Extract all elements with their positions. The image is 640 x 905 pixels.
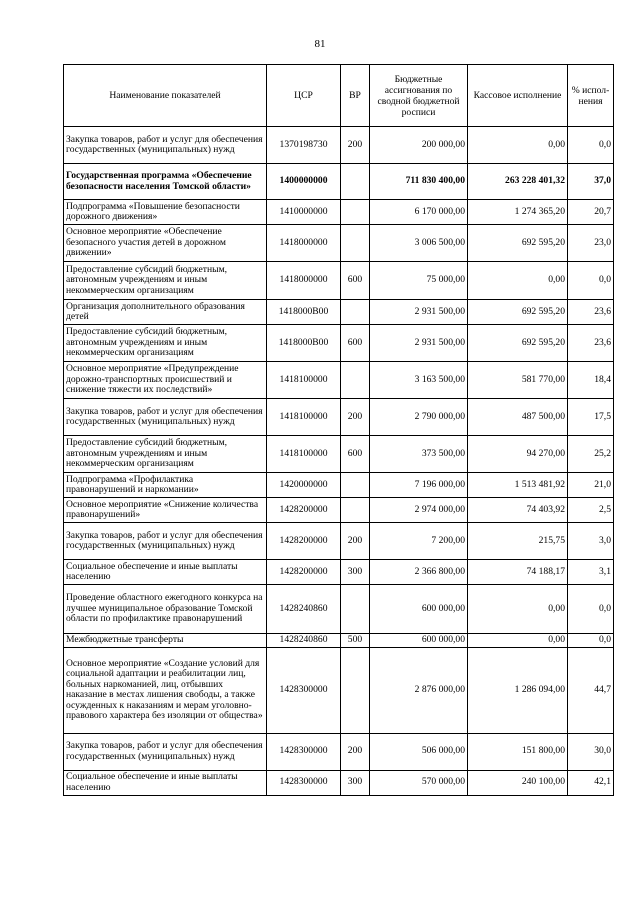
row-vr: 300 [341, 770, 370, 795]
table-row [64, 300, 614, 325]
table-row [64, 523, 614, 560]
row-vr [341, 647, 370, 733]
row-cash: 487 500,00 [468, 399, 568, 436]
row-vr: 200 [341, 733, 370, 770]
row-csr: 1428300000 [267, 647, 341, 733]
row-name: Основное мероприятие «Обеспечение безопасного участия детей в дорожном движении» [64, 225, 267, 262]
table-row [64, 200, 614, 225]
table-row [64, 262, 614, 300]
table-row [64, 770, 614, 795]
table-row [64, 560, 614, 585]
row-name: Социальное обеспечение и иные выплаты населению [64, 770, 267, 795]
row-assigned: 3 163 500,00 [370, 362, 468, 399]
row-percent: 20,7 [568, 200, 614, 225]
row-cash: 692 595,20 [468, 225, 568, 262]
row-percent: 2,5 [568, 498, 614, 523]
table-header-row [64, 65, 614, 127]
row-csr: 1428240860 [267, 585, 341, 634]
row-assigned: 2 876 000,00 [370, 647, 468, 733]
row-csr: 1428300000 [267, 770, 341, 795]
row-percent: 23,6 [568, 300, 614, 325]
row-name: Социальное обеспечение и иные выплаты населению [64, 560, 267, 585]
row-percent: 42,1 [568, 770, 614, 795]
row-name: Закупка товаров, работ и услуг для обеспечения государственных (муниципальных) нужд [64, 399, 267, 436]
row-name: Межбюджетные трансферты [64, 634, 267, 648]
row-name: Закупка товаров, работ и услуг для обеспечения государственных (муниципальных) нужд [64, 733, 267, 770]
row-csr: 1428200000 [267, 498, 341, 523]
row-csr: 1418000000 [267, 262, 341, 300]
budget-execution-table [63, 64, 614, 796]
row-name: Организация дополнительного образования детей [64, 300, 267, 325]
row-percent: 25,2 [568, 436, 614, 473]
table-row [64, 498, 614, 523]
row-cash: 74 403,92 [468, 498, 568, 523]
row-cash: 263 228 401,32 [468, 164, 568, 200]
row-cash: 151 800,00 [468, 733, 568, 770]
row-percent: 0,0 [568, 634, 614, 648]
table-row [64, 127, 614, 164]
table-row [64, 634, 614, 648]
header-csr: ЦСР [267, 65, 341, 127]
row-csr: 1418000000 [267, 225, 341, 262]
row-percent: 23,0 [568, 225, 614, 262]
row-cash: 581 770,00 [468, 362, 568, 399]
table-row [64, 362, 614, 399]
row-cash: 0,00 [468, 585, 568, 634]
row-name: Государственная программа «Обеспечение безопасности населения Томской области» [64, 164, 267, 200]
row-cash: 692 595,20 [468, 325, 568, 362]
row-csr: 1428300000 [267, 733, 341, 770]
row-csr: 1410000000 [267, 200, 341, 225]
row-percent: 0,0 [568, 127, 614, 164]
row-name: Закупка товаров, работ и услуг для обеспечения государственных (муниципальных) нужд [64, 127, 267, 164]
table-row [64, 225, 614, 262]
row-cash: 1 513 481,92 [468, 473, 568, 498]
row-name: Предоставление субсидий бюджетным, автономным учреждениям и иным некоммерческим организациям [64, 325, 267, 362]
header-assigned: Бюджетные ассигнования по сводной бюджетной росписи [370, 65, 468, 127]
row-vr [341, 585, 370, 634]
row-csr: 1418100000 [267, 399, 341, 436]
row-cash: 240 100,00 [468, 770, 568, 795]
row-assigned: 373 500,00 [370, 436, 468, 473]
row-vr: 600 [341, 436, 370, 473]
row-assigned: 200 000,00 [370, 127, 468, 164]
row-csr: 1428240860 [267, 634, 341, 648]
row-vr [341, 498, 370, 523]
header-percent: % испол-нения [568, 65, 614, 127]
row-vr: 300 [341, 560, 370, 585]
row-csr: 1370198730 [267, 127, 341, 164]
row-vr [341, 225, 370, 262]
row-percent: 0,0 [568, 262, 614, 300]
row-name: Основное мероприятие «Создание условий для социальной адаптации и реабилитации лиц, больных наркоманией, лиц, отбывших наказание в местах лишения свободы, а также осужденных к наказаниям и мерам уголовно-правового характера без изоляции от общества» [64, 647, 267, 733]
row-assigned: 570 000,00 [370, 770, 468, 795]
row-csr: 1428200000 [267, 523, 341, 560]
table-row [64, 733, 614, 770]
row-cash: 0,00 [468, 127, 568, 164]
row-name: Проведение областного ежегодного конкурса на лучшее муниципальное образование Томской области по профилактике правонарушений [64, 585, 267, 634]
row-name: Предоставление субсидий бюджетным, автономным учреждениям и иным некоммерческим организациям [64, 262, 267, 300]
row-assigned: 2 790 000,00 [370, 399, 468, 436]
row-assigned: 506 000,00 [370, 733, 468, 770]
row-percent: 21,0 [568, 473, 614, 498]
header-vr: ВР [341, 65, 370, 127]
row-cash: 215,75 [468, 523, 568, 560]
row-vr [341, 164, 370, 200]
row-csr: 1420000000 [267, 473, 341, 498]
header-name: Наименование показателей [64, 65, 267, 127]
row-vr: 200 [341, 399, 370, 436]
row-percent: 30,0 [568, 733, 614, 770]
row-assigned: 600 000,00 [370, 634, 468, 648]
row-cash: 74 188,17 [468, 560, 568, 585]
row-cash: 692 595,20 [468, 300, 568, 325]
table-row [64, 436, 614, 473]
row-vr: 200 [341, 523, 370, 560]
row-csr: 1418100000 [267, 362, 341, 399]
row-percent: 23,6 [568, 325, 614, 362]
row-cash: 1 274 365,20 [468, 200, 568, 225]
row-name: Предоставление субсидий бюджетным, автономным учреждениям и иным некоммерческим организациям [64, 436, 267, 473]
row-csr: 1418000В00 [267, 325, 341, 362]
row-assigned: 2 974 000,00 [370, 498, 468, 523]
row-name: Подпрограмма «Профилактика правонарушений и наркомании» [64, 473, 267, 498]
row-name: Основное мероприятие «Снижение количества правонарушений» [64, 498, 267, 523]
row-csr: 1418100000 [267, 436, 341, 473]
row-assigned: 7 200,00 [370, 523, 468, 560]
row-percent: 0,0 [568, 585, 614, 634]
row-assigned: 2 931 500,00 [370, 325, 468, 362]
row-vr: 600 [341, 325, 370, 362]
row-vr [341, 473, 370, 498]
row-name: Закупка товаров, работ и услуг для обеспечения государственных (муниципальных) нужд [64, 523, 267, 560]
row-vr: 600 [341, 262, 370, 300]
row-vr: 500 [341, 634, 370, 648]
row-assigned: 711 830 400,00 [370, 164, 468, 200]
row-assigned: 2 366 800,00 [370, 560, 468, 585]
row-percent: 44,7 [568, 647, 614, 733]
row-cash: 0,00 [468, 634, 568, 648]
row-assigned: 3 006 500,00 [370, 225, 468, 262]
row-cash: 0,00 [468, 262, 568, 300]
row-name: Подпрограмма «Повышение безопасности дорожного движения» [64, 200, 267, 225]
row-percent: 18,4 [568, 362, 614, 399]
row-assigned: 7 196 000,00 [370, 473, 468, 498]
row-percent: 3,1 [568, 560, 614, 585]
row-cash: 94 270,00 [468, 436, 568, 473]
row-assigned: 2 931 500,00 [370, 300, 468, 325]
row-cash: 1 286 094,00 [468, 647, 568, 733]
row-vr [341, 200, 370, 225]
table-row [64, 585, 614, 634]
row-name: Основное мероприятие «Предупреждение дорожно-транспортных происшествий и снижение тяжести их последствий» [64, 362, 267, 399]
row-assigned: 600 000,00 [370, 585, 468, 634]
row-vr: 200 [341, 127, 370, 164]
row-percent: 3,0 [568, 523, 614, 560]
row-vr [341, 362, 370, 399]
row-csr: 1400000000 [267, 164, 341, 200]
row-assigned: 6 170 000,00 [370, 200, 468, 225]
row-csr: 1418000В00 [267, 300, 341, 325]
table-body [64, 127, 614, 796]
row-percent: 37,0 [568, 164, 614, 200]
row-csr: 1428200000 [267, 560, 341, 585]
table-row [64, 164, 614, 200]
row-percent: 17,5 [568, 399, 614, 436]
page-number: 81 [314, 38, 326, 50]
table-row [64, 647, 614, 733]
header-cash: Кассовое исполнение [468, 65, 568, 127]
row-assigned: 75 000,00 [370, 262, 468, 300]
row-vr [341, 300, 370, 325]
table-row [64, 399, 614, 436]
table-row [64, 325, 614, 362]
table-row [64, 473, 614, 498]
